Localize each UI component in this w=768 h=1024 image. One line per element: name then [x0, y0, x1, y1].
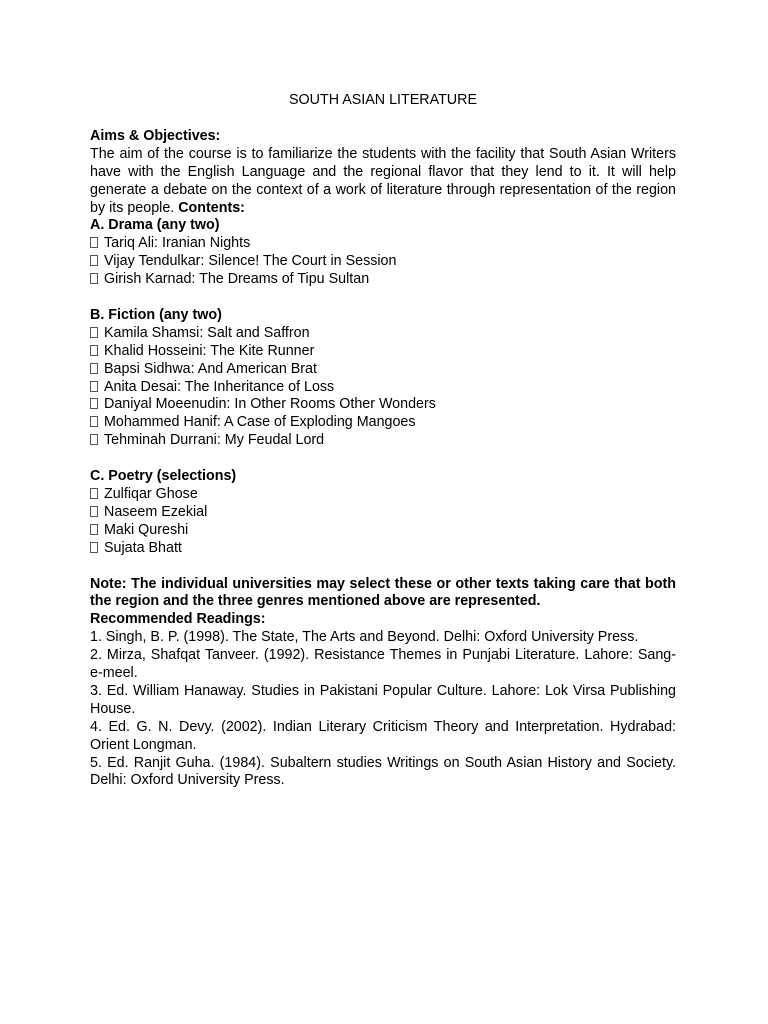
bullet-icon	[90, 542, 98, 553]
bullet-icon	[90, 524, 98, 535]
bullet-icon	[90, 398, 98, 409]
bullet-icon	[90, 434, 98, 445]
bullet-icon	[90, 488, 98, 499]
list-item	[90, 361, 676, 379]
list-item-text: Sujata Bhatt	[104, 539, 182, 556]
list-item	[90, 343, 676, 361]
list-item-text: Bapsi Sidhwa: And American Brat	[104, 360, 317, 377]
section-drama	[90, 217, 676, 289]
list-item-text: Mohammed Hanif: A Case of Exploding Mangoes	[104, 414, 416, 431]
list-item-text: Zulfiqar Ghose	[104, 486, 198, 502]
list-item	[90, 486, 676, 504]
list-item	[90, 414, 676, 432]
list-item	[90, 253, 676, 271]
reading-item: 5. Ed. Ranjit Guha. (1984). Subaltern studies Writings on South Asian History and Society. Delhi: Oxford University Press.	[90, 754, 676, 789]
section-heading: A. Drama (any two)	[90, 217, 220, 234]
section-fiction	[90, 307, 676, 450]
bullet-icon	[90, 327, 98, 338]
list-item	[90, 271, 676, 289]
list-item	[90, 396, 676, 414]
readings-list	[90, 629, 676, 790]
reading-item: 3. Ed. William Hanaway. Studies in Pakistani Popular Culture. Lahore: Lok Virsa Publishing House.	[90, 682, 676, 717]
bullet-icon	[90, 345, 98, 356]
readings-heading: Recommended Readings:	[90, 611, 266, 628]
aims-paragraph	[90, 146, 676, 218]
section-heading: B. Fiction (any two)	[90, 306, 222, 323]
bullet-icon	[90, 363, 98, 374]
list-item-text: Khalid Hosseini: The Kite Runner	[104, 342, 315, 359]
list-item-text: Tariq Ali: Iranian Nights	[104, 235, 251, 252]
list-item-text: Girish Karnad: The Dreams of Tipu Sultan	[104, 271, 370, 288]
reading-item: 1. Singh, B. P. (1998). The State, The Arts and Beyond. Delhi: Oxford University Press.	[90, 629, 639, 646]
bullet-icon	[90, 273, 98, 284]
aims-text: The aim of the course is to familiarize the students with the facility that South Asian Writers have with the English Language and the regional flavor that they lend to it. It will help generate a debate on the context of a work of literature through representation of the region by its people.	[90, 145, 676, 216]
reading-item: 4. Ed. G. N. Devy. (2002). Indian Literary Criticism Theory and Interpretation. Hydrabad: Orient Longman.	[90, 718, 676, 753]
section-poetry	[90, 468, 676, 558]
list-item	[90, 540, 676, 558]
list-item	[90, 379, 676, 397]
bullet-icon	[90, 416, 98, 427]
list-item-text: Tehminah Durrani: My Feudal Lord	[104, 432, 325, 449]
note-paragraph: Note: The individual universities may select these or other texts taking care that both the region and the three genres mentioned above are represented.	[90, 575, 676, 610]
section-heading: C. Poetry (selections)	[90, 468, 237, 485]
bullet-icon	[90, 381, 98, 392]
list-item-text: Maki Qureshi	[104, 521, 189, 538]
list-item-text: Kamila Shamsi: Salt and Saffron	[104, 324, 310, 341]
list-item-text: Daniyal Moeenudin: In Other Rooms Other Wonders	[104, 396, 436, 413]
list-item	[90, 522, 676, 540]
document-page	[90, 92, 676, 790]
list-item-text: Vijay Tendulkar: Silence! The Court in Session	[104, 253, 397, 270]
list-item-text: Anita Desai: The Inheritance of Loss	[104, 378, 335, 395]
list-item	[90, 325, 676, 343]
list-item	[90, 235, 676, 253]
bullet-icon	[90, 255, 98, 266]
aims-heading: Aims & Objectives:	[90, 127, 221, 144]
bullet-icon	[90, 237, 98, 248]
page-title: SOUTH ASIAN LITERATURE	[288, 92, 477, 108]
list-item	[90, 432, 676, 450]
contents-label: Contents:	[178, 199, 245, 216]
bullet-icon	[90, 506, 98, 517]
list-item-text: Naseem Ezekial	[104, 503, 208, 520]
reading-item: 2. Mirza, Shafqat Tanveer. (1992). Resistance Themes in Punjabi Literature. Lahore: Sang-e-meel.	[90, 647, 676, 682]
list-item	[90, 504, 676, 522]
